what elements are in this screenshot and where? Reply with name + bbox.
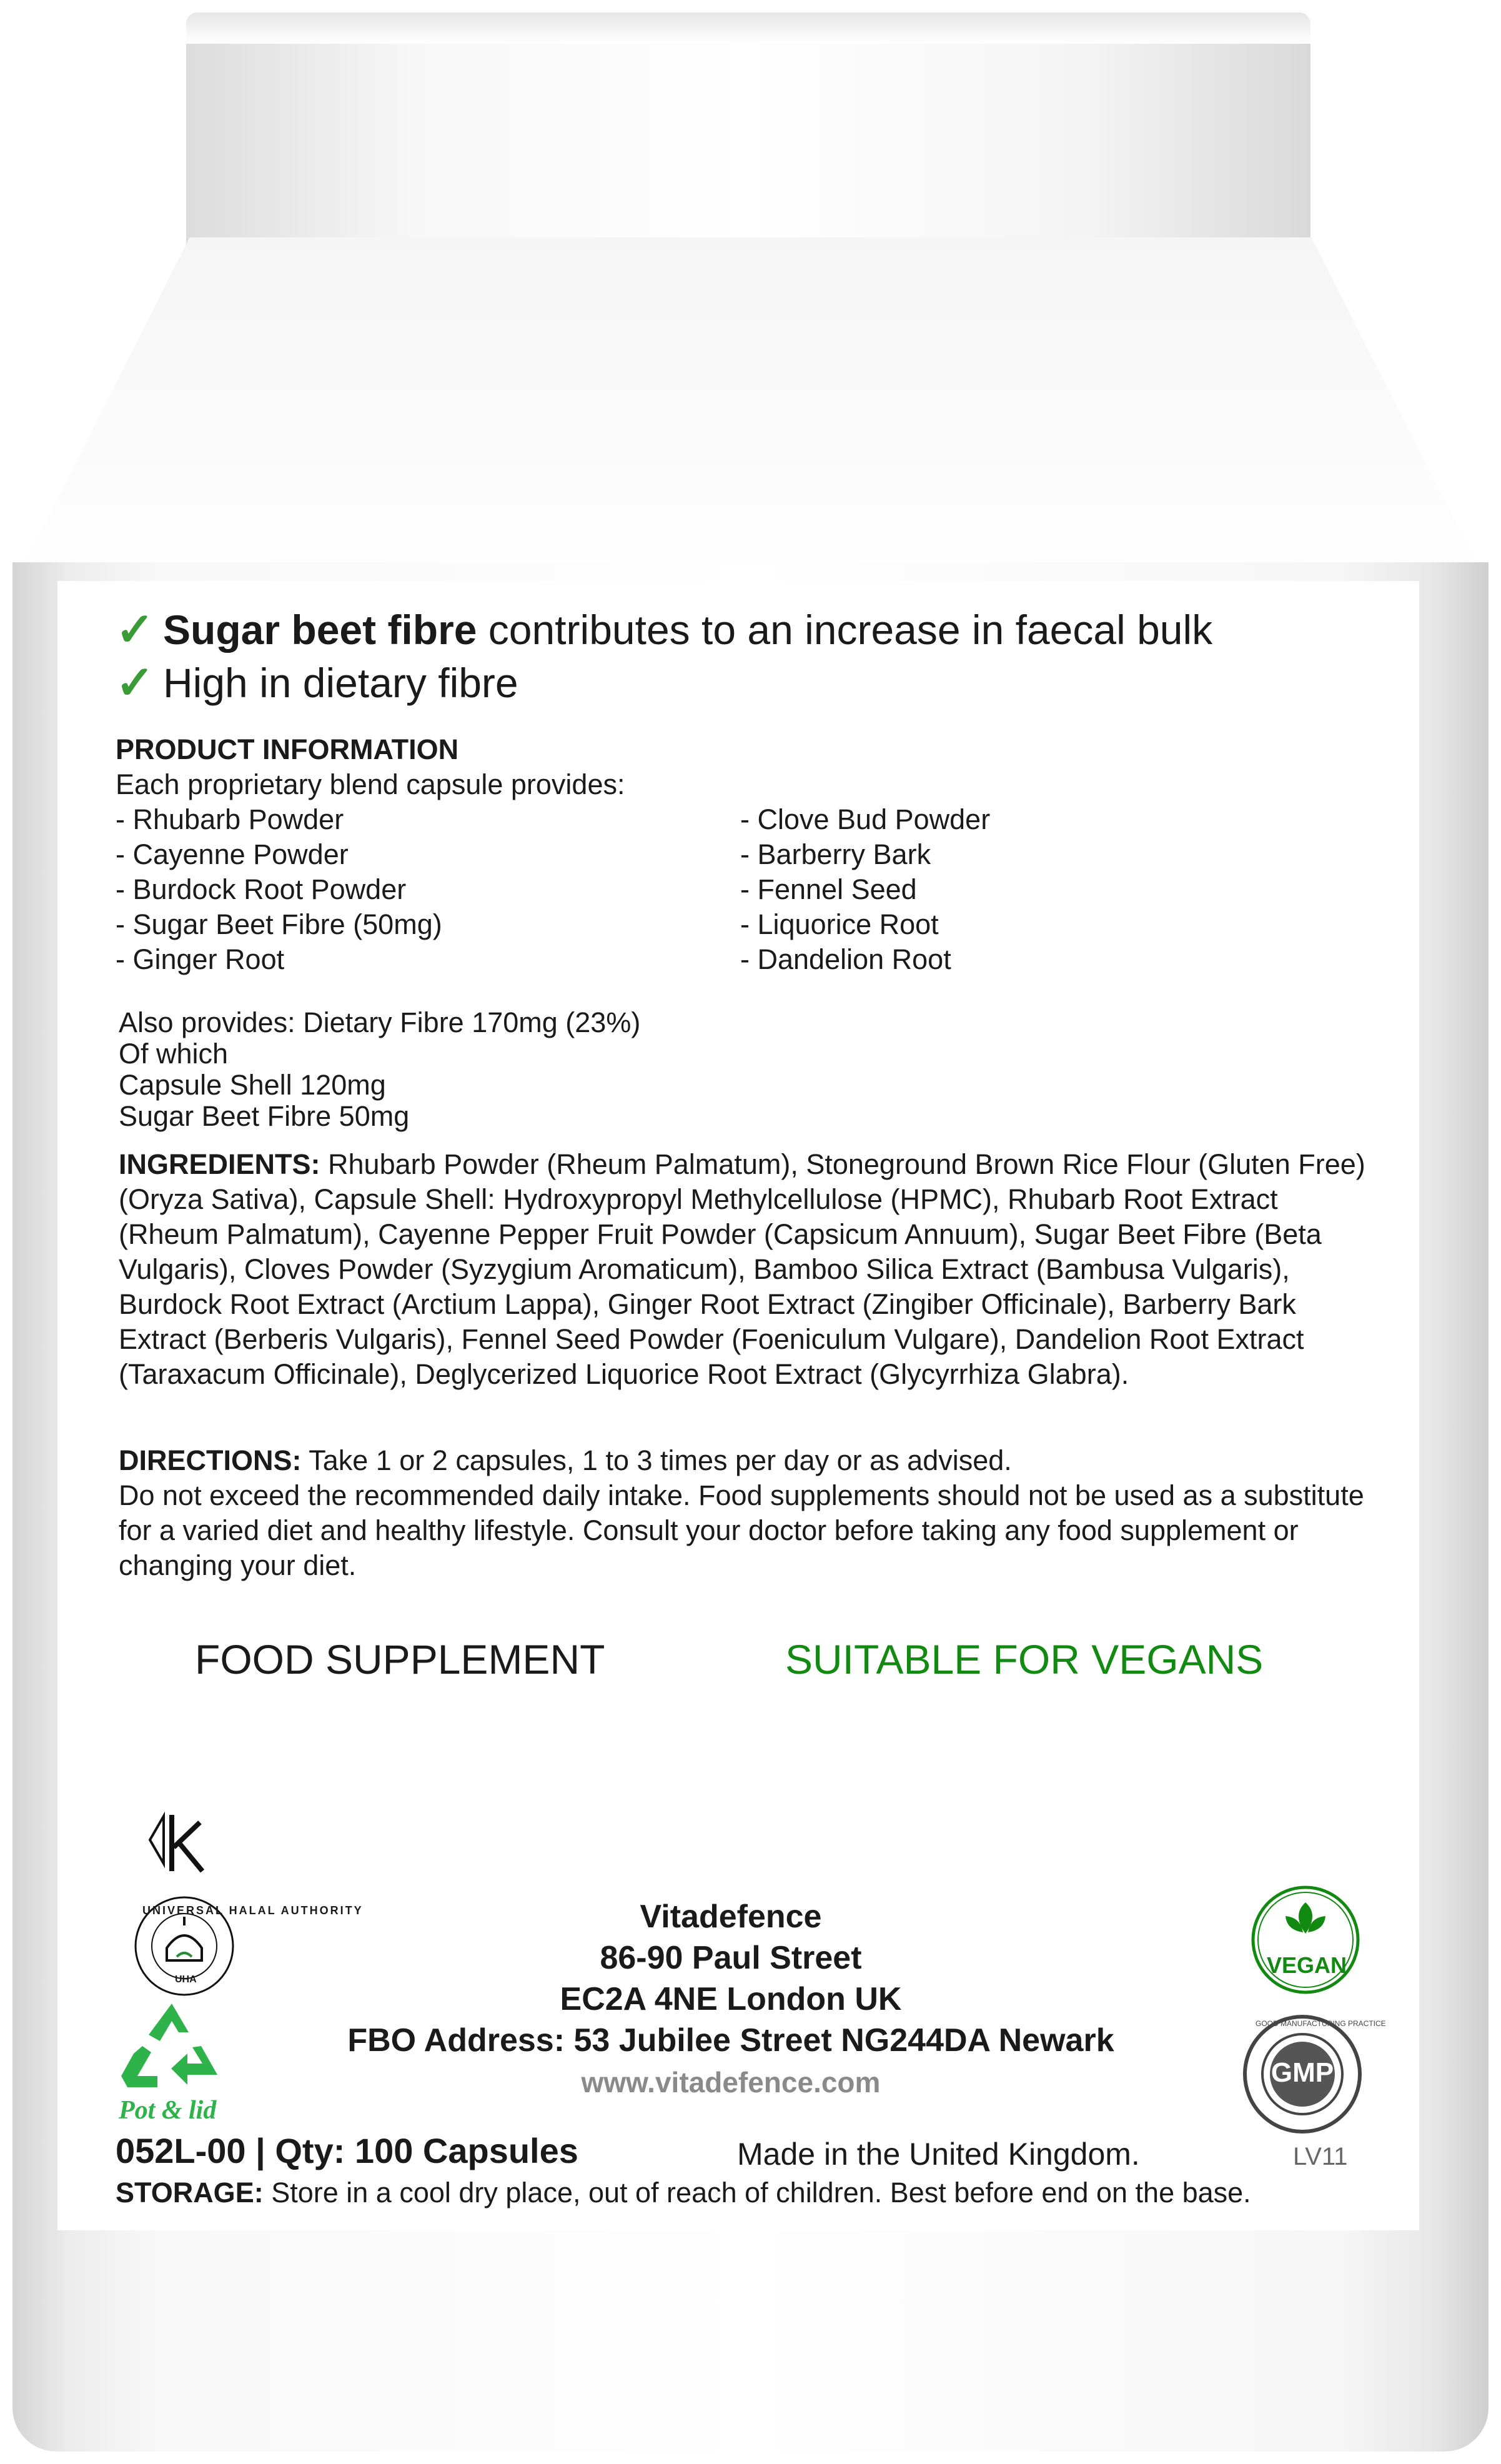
recycle-icon (119, 1996, 225, 2096)
blend-item: - Ginger Root (116, 943, 285, 975)
product-info-intro: Each proprietary blend capsule provides: (116, 768, 625, 800)
product-code-qty: 052L-00 | Qty: 100 Capsules (116, 2131, 578, 2170)
blend-item: - Sugar Beet Fibre (50mg) (116, 908, 442, 940)
recycle-caption: Pot & lid (119, 2096, 217, 2125)
food-supplement-tag: FOOD SUPPLEMENT (195, 1636, 605, 1682)
checkmark-icon: ✓ (116, 604, 155, 655)
bottle-lid (186, 12, 1310, 269)
gmp-ring-text: GOOD MANUFACTURING PRACTICE (1256, 2019, 1386, 2028)
benefit-text: High in dietary fibre (163, 660, 518, 706)
label-version: LV11 (1293, 2143, 1348, 2170)
directions-label: DIRECTIONS: (119, 1444, 302, 1476)
kosher-icon (137, 1809, 212, 1884)
halal-abbr: UHA (175, 1974, 197, 1985)
ingredients-label: INGREDIENTS: (119, 1148, 320, 1180)
blend-item: - Dandelion Root (740, 943, 951, 975)
ingredients-text: Rhubarb Powder (Rheum Palmatum), Stoneground Brown Rice Flour (Gluten Free) (Oryza Sativa), Capsule Shell: Hydroxypropyl Methylcellulose (HPMC), Rhubarb Root Extract (Rheum Palmatum), Cayenne Pepper Fruit Powder (Capsicum Annuum), Sugar Beet Fibre (Beta Vulgaris), Cloves Powder (Syzygium Aromaticum), Bamboo Silica Extract (Bambusa Vulgaris), Burdock Root Extract (Arctium Lappa), Ginger Root Extract (Zingiber Officinale), Barberry Bark Extract (Berberis Vulgaris), Fennel Seed Powder (Foeniculum Vulgare), Dandelion Root Extract (Taraxacum Officinale), Deglycerized Liquorice Root Extract (Glycyrrhiza Glabra). (119, 1148, 1365, 1390)
also-provides-line: Sugar Beet Fibre 50mg (119, 1100, 410, 1132)
blend-item: - Clove Bud Powder (740, 803, 991, 835)
blend-item: - Cayenne Powder (116, 838, 349, 870)
suitable-for-vegans-tag: SUITABLE FOR VEGANS (785, 1636, 1264, 1682)
halal-ring-text: UNIVERSAL HALAL AUTHORITY (142, 1904, 364, 1917)
company-city: EC2A 4NE London UK (560, 1981, 902, 2017)
also-provides-line: Also provides: Dietary Fibre 170mg (23%) (119, 1006, 641, 1038)
storage-label: STORAGE: (116, 2177, 264, 2208)
product-info-heading: PRODUCT INFORMATION (116, 733, 459, 765)
made-in-text: Made in the United Kingdom. (737, 2137, 1140, 2172)
ingredients-paragraph (119, 1147, 1374, 1392)
bottle-lid-rim (186, 12, 1310, 44)
benefit-bold: Sugar beet fibre (163, 607, 477, 653)
directions-warning: Do not exceed the recommended daily intake. Food supplements should not be used as a substitute for a varied diet and healthy lifestyle. Consult your doctor before taking any food supplement or changing your diet. (119, 1479, 1364, 1581)
blend-item: - Rhubarb Powder (116, 803, 344, 835)
directions-paragraph (119, 1443, 1374, 1478)
also-provides-line: Of which (119, 1038, 229, 1070)
website-link[interactable]: www.vitadefence.com (581, 2066, 881, 2099)
blend-item: - Fennel Seed (740, 873, 917, 905)
directions-text: Take 1 or 2 capsules, 1 to 3 times per day or as advised. (301, 1444, 1012, 1476)
bottle-shoulder (12, 237, 1489, 587)
company-street: 86-90 Paul Street (600, 1940, 862, 1976)
company-name: Vitadefence (640, 1899, 822, 1935)
gmp-badge-label: GMP (1271, 2057, 1334, 2088)
benefit-line-1 (116, 603, 1212, 657)
fbo-address: FBO Address: 53 Jubilee Street NG244DA Newark (347, 2022, 1114, 2059)
benefit-line-2 (116, 656, 518, 710)
blend-item: - Liquorice Root (740, 908, 939, 940)
checkmark-icon: ✓ (116, 657, 155, 708)
vegan-badge-label: VEGAN (1267, 1952, 1347, 1978)
also-provides-line: Capsule Shell 120mg (119, 1069, 386, 1101)
blend-item: - Barberry Bark (740, 838, 931, 870)
storage-text: Store in a cool dry place, out of reach of children. Best before end on the base. (263, 2177, 1251, 2208)
benefit-text: contributes to an increase in faecal bulk (477, 607, 1213, 653)
blend-item: - Burdock Root Powder (116, 873, 407, 905)
storage-line (116, 2175, 1251, 2210)
